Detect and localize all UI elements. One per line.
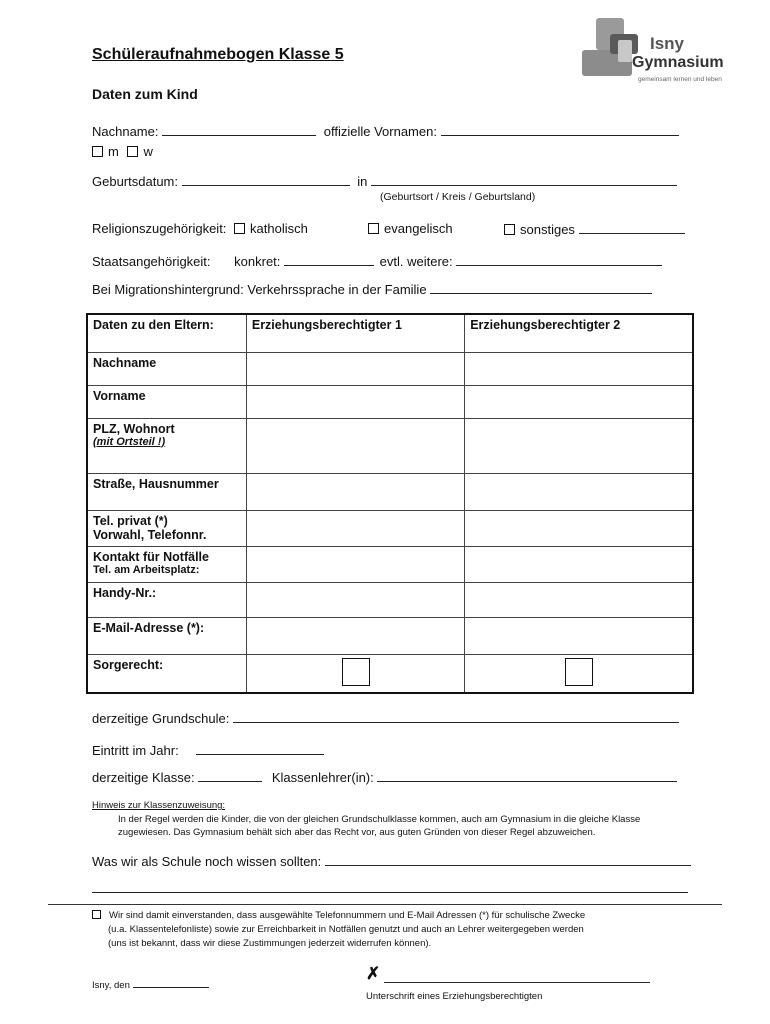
row-label-handy: Handy-Nr.:	[87, 582, 246, 617]
parent1-handy-cell[interactable]	[246, 582, 464, 617]
row-label-tel	[87, 510, 246, 546]
religion-label: Religionszugehörigkeit:	[92, 221, 227, 236]
parent2-nachname-cell[interactable]	[465, 352, 693, 385]
parent1-sorgerecht-checkbox[interactable]	[342, 658, 370, 686]
parent2-vorname-cell[interactable]	[465, 385, 693, 418]
migration-label: Bei Migrationshintergrund: Verkehrssprache in der Familie	[92, 282, 427, 297]
konkret-label: konkret:	[234, 254, 281, 269]
katholisch-label: katholisch	[250, 221, 308, 236]
parent2-handy-cell[interactable]	[465, 582, 693, 617]
consent-line1: Wir sind damit einverstanden, dass ausgewählte Telefonnummern und E-Mail Adressen (*) für schulische Zwecke	[109, 910, 586, 921]
parent1-tel-cell[interactable]	[246, 510, 464, 546]
school-logo	[582, 16, 752, 90]
parent2-strasse-cell[interactable]	[465, 473, 693, 510]
consent-line2: (u.a. Klassentelefonliste) sowie zur Erreichbarkeit in Notfällen genutzt und auch an Lehrer weitergegeben werden	[108, 924, 584, 935]
section-child-heading: Daten zum Kind	[92, 86, 198, 102]
nachname-label: Nachname:	[92, 124, 159, 139]
plz-label: PLZ, Wohnort	[93, 421, 175, 436]
row-label-vorname: Vorname	[87, 385, 246, 418]
row-label-kontakt	[87, 546, 246, 582]
sex-w-checkbox[interactable]	[127, 146, 138, 157]
sonstiges-label: sonstiges	[520, 222, 575, 237]
weitere-field[interactable]	[456, 253, 662, 266]
in-label: in	[357, 174, 368, 189]
sex-m-checkbox[interactable]	[92, 146, 103, 157]
vornamen-label: offizielle Vornamen:	[323, 124, 437, 139]
parent2-sorgerecht-cell	[465, 654, 693, 693]
row-label-nachname: Nachname	[87, 352, 246, 385]
parent1-email-cell[interactable]	[246, 617, 464, 654]
kontakt-label: Kontakt für Notfälle	[93, 549, 209, 564]
grundschule-label: derzeitige Grundschule:	[92, 711, 230, 726]
hinweis-line2: zugewiesen. Das Gymnasium behält sich aber das Recht vor, aus guten Gründen von dieser Regel abzuweichen.	[118, 827, 596, 838]
divider	[48, 904, 722, 905]
table-header-parents: Daten zu den Eltern:	[87, 314, 246, 352]
tel-sublabel: Vorwahl, Telefonnr.	[93, 527, 207, 542]
signature-label: Unterschrift eines Erziehungsberechtigten	[366, 991, 543, 1002]
evangelisch-checkbox[interactable]	[368, 223, 379, 234]
row-label-strasse: Straße, Hausnummer	[87, 473, 246, 510]
lehrer-field[interactable]	[377, 769, 677, 782]
logo-line1: Isny	[650, 34, 685, 53]
parent1-kontakt-cell[interactable]	[246, 546, 464, 582]
parent2-tel-cell[interactable]	[465, 510, 693, 546]
weitere-label: evtl. weitere:	[379, 254, 453, 269]
geburtsort-field[interactable]	[371, 173, 677, 186]
geburtsort-hint: (Geburtsort / Kreis / Geburtsland)	[380, 191, 536, 203]
signature-field[interactable]	[384, 972, 650, 983]
vornamen-field[interactable]	[441, 123, 679, 136]
wissen-field[interactable]	[325, 853, 691, 866]
parent2-kontakt-cell[interactable]	[465, 546, 693, 582]
sex-w-label: w	[143, 144, 153, 159]
parent2-sorgerecht-checkbox[interactable]	[565, 658, 593, 686]
consent-checkbox[interactable]	[92, 910, 101, 919]
row-label-plz	[87, 418, 246, 473]
parent1-sorgerecht-cell	[246, 654, 464, 693]
parent1-strasse-cell[interactable]	[246, 473, 464, 510]
wissen-field-line2[interactable]	[92, 880, 688, 893]
geburtsdatum-label: Geburtsdatum:	[92, 174, 178, 189]
grundschule-field[interactable]	[233, 710, 679, 723]
staat-label: Staatsangehörigkeit:	[92, 254, 211, 269]
kontakt-sublabel: Tel. am Arbeitsplatz:	[93, 563, 200, 576]
sex-m-label: m	[108, 144, 119, 159]
sonstiges-field[interactable]	[579, 221, 685, 234]
evangelisch-label: evangelisch	[384, 221, 453, 236]
parent2-plz-cell[interactable]	[465, 418, 693, 473]
datum-field[interactable]	[133, 978, 209, 988]
logo-line2: Gymnasium	[632, 54, 724, 71]
konkret-field[interactable]	[284, 253, 374, 266]
signature-cross-icon: ✗	[366, 964, 381, 983]
eintritt-field[interactable]	[196, 742, 324, 755]
tel-label: Tel. privat (*)	[93, 513, 168, 528]
lehrer-label: Klassenlehrer(in):	[271, 770, 374, 785]
parent1-plz-cell[interactable]	[246, 418, 464, 473]
nachname-field[interactable]	[162, 123, 316, 136]
parent2-email-cell[interactable]	[465, 617, 693, 654]
ort-label: Isny, den	[92, 980, 130, 991]
migration-field[interactable]	[430, 281, 652, 294]
wissen-label: Was wir als Schule noch wissen sollten:	[92, 854, 322, 869]
row-label-email: E-Mail-Adresse (*):	[87, 617, 246, 654]
sonstiges-checkbox[interactable]	[504, 224, 515, 235]
eintritt-label: Eintritt im Jahr:	[92, 743, 179, 758]
row-label-sorgerecht: Sorgerecht:	[87, 654, 246, 693]
form-title: Schüleraufnahmebogen Klasse 5	[92, 46, 344, 63]
klasse-label: derzeitige Klasse:	[92, 770, 195, 785]
geburtsdatum-field[interactable]	[182, 173, 350, 186]
katholisch-checkbox[interactable]	[234, 223, 245, 234]
logo-tagline: gemeinsam lernen und leben	[638, 76, 722, 83]
klasse-field[interactable]	[198, 769, 262, 782]
consent-line3: (uns ist bekannt, dass wir diese Zustimmungen jederzeit widerrufen können).	[108, 938, 432, 949]
hinweis-line1: In der Regel werden die Kinder, die von der gleichen Grundschulklasse kommen, auch am Gymnasium in die gleiche Klasse	[118, 814, 641, 825]
plz-sublabel: (mit Ortsteil !)	[93, 435, 166, 448]
parents-table	[86, 313, 694, 694]
table-header-parent2: Erziehungsberechtigter 2	[465, 314, 693, 352]
hinweis-heading: Hinweis zur Klassenzuweisung:	[92, 800, 226, 811]
parent1-vorname-cell[interactable]	[246, 385, 464, 418]
parent1-nachname-cell[interactable]	[246, 352, 464, 385]
table-header-parent1: Erziehungsberechtigter 1	[246, 314, 464, 352]
